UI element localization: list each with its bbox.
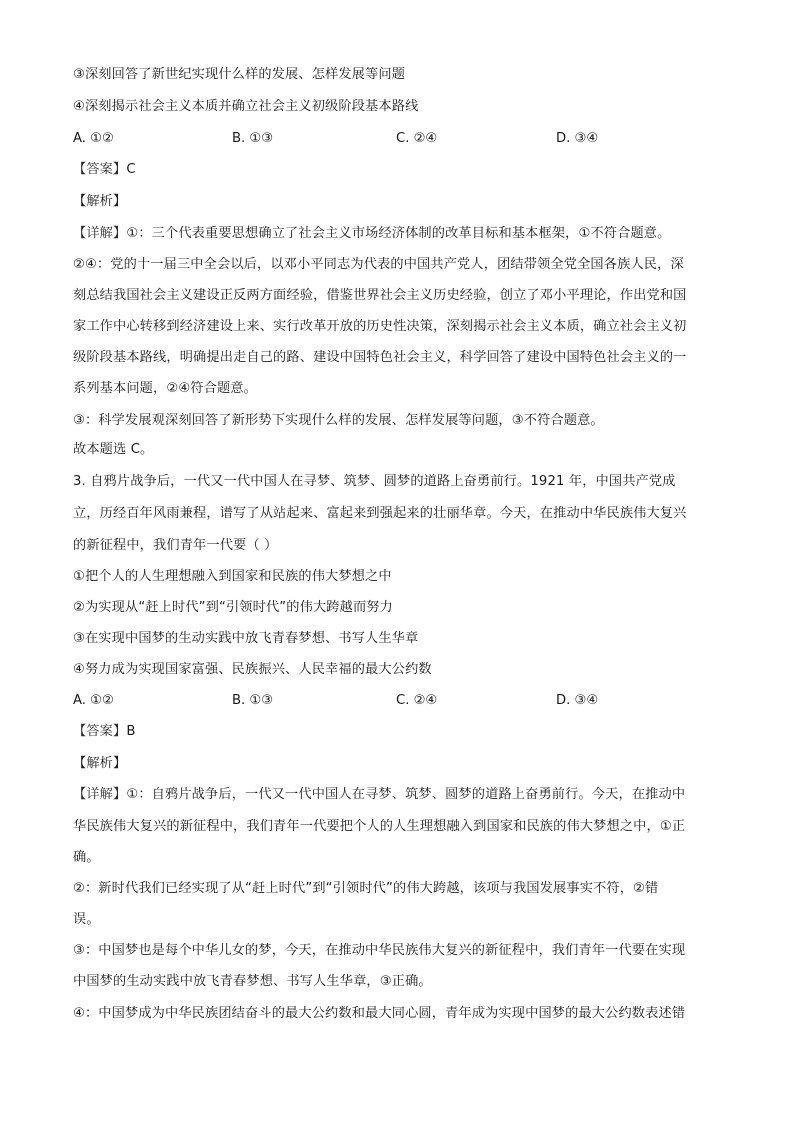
answer-value: B	[126, 724, 136, 739]
option-3-text: ③在实现中国梦的生动实践中放飞青春梦想、书写人生华章	[73, 631, 419, 646]
answer-label: 【答案】	[73, 724, 127, 739]
answer-line	[73, 723, 136, 741]
detail-line: 刻总结我国社会主义建设正反两方面经验，借鉴世界社会主义历史经验，创立了邓小平理论，作出党和国	[73, 288, 687, 303]
detail-line: 误。	[73, 912, 100, 927]
detail-line: ④：中国梦成为中华民族团结奋斗的最大公约数和最大同心圆，青年成为实现中国梦的最大公约数表述错	[73, 1006, 686, 1021]
detail-line: ②④：党的十一届三中全会以后，以邓小平同志为代表的中国共产党人，团结带领全党全国各族人民，深	[73, 257, 684, 272]
option-3-text: ③深刻回答了新世纪实现什么样的发展、怎样发展等问题	[73, 67, 406, 82]
detail-line	[73, 225, 670, 243]
answer-label: 【答案】	[73, 162, 127, 177]
analysis-label: 【解析】	[73, 756, 127, 771]
detail-line: 华民族伟大复兴的新征程中，我们青年一代要把个人的人生理想融入到国家和民族的伟大梦想之中，①正	[73, 819, 686, 834]
choice-c: C. ②④	[396, 693, 438, 708]
option-4-text: ④深刻揭示社会主义本质并确立社会主义初级阶段基本路线	[73, 99, 419, 114]
conclusion-line: 故本题选 C。	[73, 442, 154, 457]
option-2-text: ②为实现从“赶上时代”到“引领时代”的伟大跨越而努力	[73, 600, 393, 615]
choice-d: D. ③④	[556, 131, 599, 146]
detail-label: 【详解】	[73, 226, 127, 241]
detail-text: ①：三个代表重要思想确立了社会主义市场经济体制的改革目标和基本框架，①不符合题意。	[126, 226, 671, 241]
detail-text: ①：自鸦片战争后，一代又一代中国人在寻梦、筑梦、圆梦的道路上奋勇前行。今天，在推动中	[126, 787, 686, 802]
detail-line: 中国梦的生动实践中放飞青春梦想、书写人生华章，③正确。	[73, 974, 432, 989]
option-4-text: ④努力成为实现国家富强、民族振兴、人民幸福的最大公约数	[73, 662, 432, 677]
choice-c: C. ②④	[396, 131, 438, 146]
answer-line	[73, 161, 136, 179]
option-1-text: ①把个人的人生理想融入到国家和民族的伟大梦想之中	[73, 569, 392, 584]
detail-line: ③：中国梦也是每个中华儿女的梦，今天，在推动中华民族伟大复兴的新征程中，我们青年一代要在实现	[73, 943, 686, 958]
choice-a: A. ①②	[73, 131, 114, 146]
detail-line: ②：新时代我们已经实现了从“赶上时代”到“引领时代”的伟大跨越，该项与我国发展事实不符，②错	[73, 881, 659, 896]
detail-line: 确。	[73, 850, 100, 865]
detail-line: 家工作中心转移到经济建设上来、实行改革开放的历史性决策，深刻揭示社会主义本质，确立社会主义初	[73, 319, 687, 334]
question-stem-line: 3. 自鸦片战争后，一代又一代中国人在寻梦、筑梦、圆梦的道路上奋勇前行。1921 年，中国共产党成	[73, 474, 676, 489]
analysis-label: 【解析】	[73, 194, 127, 209]
choice-a: A. ①②	[73, 693, 114, 708]
question-stem-line: 的新征程中，我们青年一代要（ ）	[73, 538, 278, 553]
question-stem-line: 立，历经百年风雨兼程，谱写了从站起来、富起来到强起来的壮丽华章。今天，在推动中华民族伟大复兴	[73, 506, 687, 521]
detail-line: 系列基本问题，②④符合题意。	[73, 381, 257, 396]
answer-value: C	[126, 162, 136, 177]
detail-line	[73, 786, 685, 804]
detail-line: ③：科学发展观深刻回答了新形势下实现什么样的发展、怎样发展等问题，③不符合题意。	[73, 413, 604, 428]
choice-b: B. ①③	[232, 693, 274, 708]
detail-label: 【详解】	[73, 787, 127, 802]
choice-b: B. ①③	[232, 131, 274, 146]
choice-d: D. ③④	[556, 693, 599, 708]
detail-line: 级阶段基本路线，明确提出走自己的路、建设中国特色社会主义，科学回答了建设中国特色社会主义的一	[73, 350, 687, 365]
